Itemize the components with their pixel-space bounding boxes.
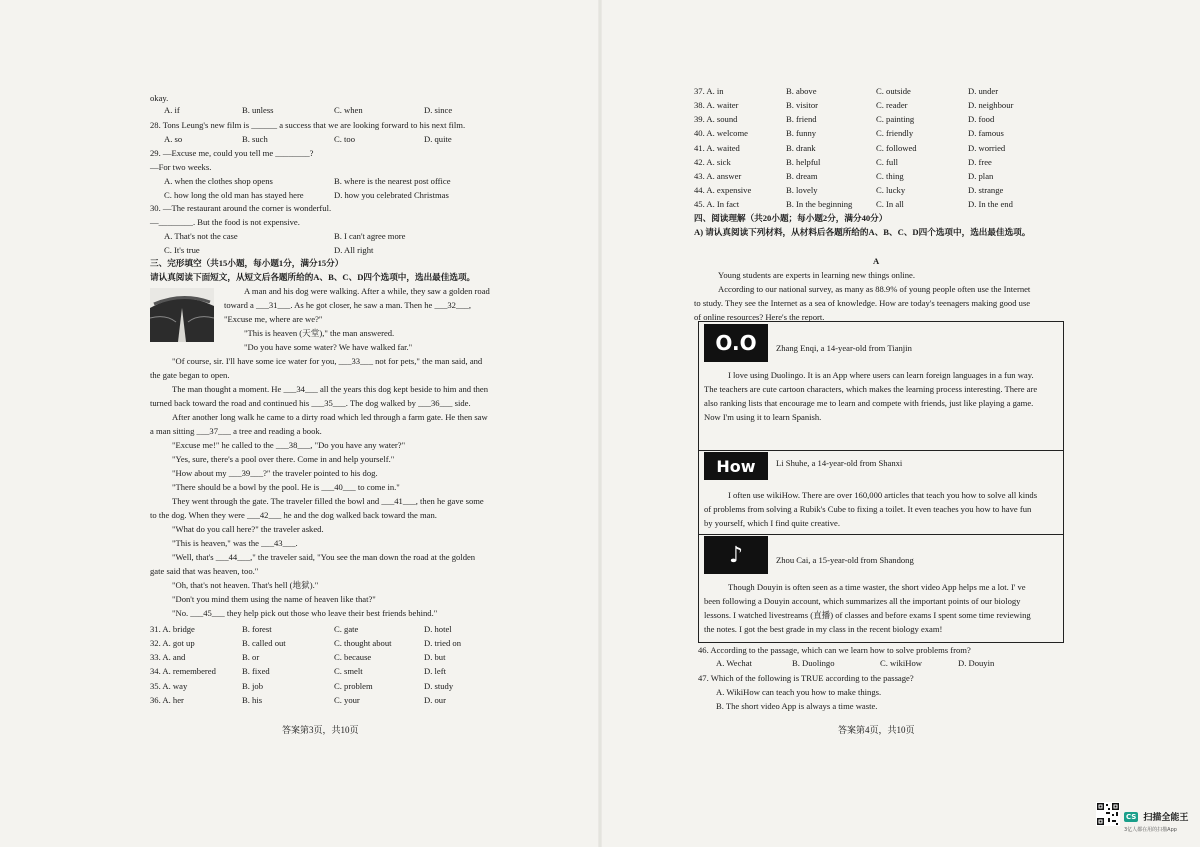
answer-option: 32. A. got up bbox=[150, 638, 195, 648]
scanner-tagline: 3亿人都在用的扫描App bbox=[1124, 827, 1177, 833]
answer-option: 33. A. and bbox=[150, 652, 186, 662]
douyin-logo-icon: ♪ bbox=[704, 536, 768, 574]
text-line: 29. —Excuse me, could you tell me ________? bbox=[150, 148, 314, 158]
answer-option: 38. A. waiter bbox=[694, 100, 739, 110]
answer-option: C. It's true bbox=[164, 245, 200, 255]
text-line: "There should be a bowl by the pool. He is ___40___ to come in." bbox=[172, 482, 400, 492]
answer-option: D. All right bbox=[334, 245, 374, 255]
report-text-line: I often use wikiHow. There are over 160,000 articles that teach you how to solve all kinds bbox=[728, 490, 1038, 500]
text-line: of online resources? Here's the report. bbox=[694, 312, 825, 322]
answer-option: 36. A. her bbox=[150, 695, 184, 705]
road-illustration bbox=[150, 288, 214, 342]
answer-option: D. how you celebrated Christmas bbox=[334, 190, 449, 200]
answer-option: B. Duolingo bbox=[792, 658, 835, 668]
text-line: a man sitting ___37___ a tree and reading a book. bbox=[150, 426, 322, 436]
answer-option: B. lovely bbox=[786, 185, 818, 195]
answer-option: C. gate bbox=[334, 624, 359, 634]
text-line: "This is heaven (天堂)," the man answered. bbox=[244, 328, 395, 338]
answer-option: 42. A. sick bbox=[694, 157, 731, 167]
text-line: A bbox=[873, 256, 880, 266]
text-line: "Do you have some water? We have walked far." bbox=[244, 342, 413, 352]
answer-option: C. when bbox=[334, 105, 363, 115]
qr-code-icon bbox=[1096, 802, 1120, 826]
answer-option: C. reader bbox=[876, 100, 908, 110]
answer-option: 31. A. bridge bbox=[150, 624, 195, 634]
answer-option: C. full bbox=[876, 157, 898, 167]
text-line: They went through the gate. The traveler filled the bowl and ___41___, then he gave some bbox=[172, 496, 484, 506]
answer-option: B. friend bbox=[786, 114, 817, 124]
answer-option: D. food bbox=[968, 114, 995, 124]
answer-option: C. how long the old man has stayed here bbox=[164, 190, 304, 200]
text-line: —________. But the food is not expensive. bbox=[150, 217, 300, 227]
answer-option: B. fixed bbox=[242, 666, 270, 676]
text-line: 28. Tons Leung's new film is ______ a success that we are looking forward to his next film. bbox=[150, 120, 466, 130]
answer-option: 43. A. answer bbox=[694, 171, 742, 181]
text-line: the gate began to open. bbox=[150, 370, 230, 380]
answer-option: 39. A. sound bbox=[694, 114, 738, 124]
answer-option: 45. A. In fact bbox=[694, 199, 740, 209]
answer-option: B. In the beginning bbox=[786, 199, 853, 209]
text-line: According to our national survey, as many as 88.9% of young people often use the Internet bbox=[718, 284, 1031, 294]
answer-option: A. when the clothes shop opens bbox=[164, 176, 273, 186]
text-line: toward a ___31___. As he got closer, he saw a man. Then he ___32___, bbox=[224, 300, 471, 310]
answer-option: D. Douyin bbox=[958, 658, 995, 668]
answer-option: C. too bbox=[334, 134, 356, 144]
answer-option: D. tried on bbox=[424, 638, 461, 648]
report-text-line: Now I'm using it to learn Spanish. bbox=[704, 412, 822, 422]
text-line: After another long walk he came to a dirty road which led through a farm gate. He then saw bbox=[172, 412, 488, 422]
text-line: "Don't you mind them using the name of heaven like that?" bbox=[172, 594, 376, 604]
answer-option: D. worried bbox=[968, 143, 1006, 153]
report-text-line: The teachers are cute cartoon characters, which makes the learning process interesting. There are bbox=[704, 384, 1038, 394]
wikihow-logo-icon: How bbox=[704, 452, 768, 480]
answer-option: C. lucky bbox=[876, 185, 906, 195]
answer-option: C. problem bbox=[334, 681, 373, 691]
answer-option: 35. A. way bbox=[150, 681, 188, 691]
student-name: Li Shuhe, a 14-year-old from Shanxi bbox=[776, 458, 903, 468]
answer-option: B. called out bbox=[242, 638, 286, 648]
text-line: 四、阅读理解（共20小题；每小题2分，满分40分） bbox=[694, 213, 888, 223]
report-text-line: lessons. I watched livestreams (直播) of classes and before exams I spent some time reviewing bbox=[704, 610, 1031, 620]
answer-option: B. dream bbox=[786, 171, 818, 181]
answer-option: B. unless bbox=[242, 105, 274, 115]
answer-option: B. above bbox=[786, 86, 817, 96]
text-line: "This is heaven," was the ___43___. bbox=[172, 538, 298, 548]
answer-option: B. his bbox=[242, 695, 263, 705]
answer-option: C. In all bbox=[876, 199, 904, 209]
text-line: A man and his dog were walking. After a while, they saw a golden road bbox=[244, 286, 490, 296]
text-line: A. WikiHow can teach you how to make things. bbox=[716, 687, 882, 697]
answer-option: C. friendly bbox=[876, 128, 914, 138]
text-line: "Excuse me, where are we?" bbox=[224, 314, 323, 324]
answer-option: D. plan bbox=[968, 171, 994, 181]
answer-option: B. such bbox=[242, 134, 268, 144]
page-footer: 答案第3页，共10页 bbox=[282, 725, 359, 735]
answer-option: D. free bbox=[968, 157, 992, 167]
text-line: 30. —The restaurant around the corner is wonderful. bbox=[150, 203, 332, 213]
student-name: Zhang Enqi, a 14-year-old from Tianjin bbox=[776, 343, 912, 353]
answer-option: 34. A. remembered bbox=[150, 666, 216, 676]
answer-option: D. since bbox=[424, 105, 453, 115]
text-line: 46. According to the passage, which can we learn how to solve problems from? bbox=[698, 645, 971, 655]
answer-option: D. famous bbox=[968, 128, 1004, 138]
text-line: B. The short video App is always a time waste. bbox=[716, 701, 878, 711]
answer-option: B. forest bbox=[242, 624, 272, 634]
answer-option: C. your bbox=[334, 695, 360, 705]
answer-option: A. if bbox=[164, 105, 180, 115]
answer-option: D. but bbox=[424, 652, 446, 662]
answer-option: D. In the end bbox=[968, 199, 1013, 209]
answer-option: C. wikiHow bbox=[880, 658, 923, 668]
scanner-brand: 扫描全能王 bbox=[1143, 813, 1189, 823]
answer-option: A. so bbox=[164, 134, 183, 144]
answer-option: D. left bbox=[424, 666, 446, 676]
text-line: turned back toward the road and continued his ___35___. The dog walked by ___36___ side. bbox=[150, 398, 471, 408]
answer-option: C. because bbox=[334, 652, 372, 662]
answer-option: B. where is the nearest post office bbox=[334, 176, 451, 186]
text-line: "Oh, that's not heaven. That's hell (地狱)." bbox=[172, 580, 319, 590]
text-line: "Well, that's ___44___," the traveler said, "You see the man down the road at the golden bbox=[172, 552, 476, 562]
answer-option: B. helpful bbox=[786, 157, 821, 167]
text-line: Young students are experts in learning new things online. bbox=[718, 270, 915, 280]
answer-option: D. our bbox=[424, 695, 446, 705]
text-line: okay. bbox=[150, 93, 169, 103]
report-text-line: the notes. I got the best grade in my class in the recent biology exam! bbox=[704, 624, 943, 634]
text-line: "Yes, sure, there's a pool over there. Come in and help yourself." bbox=[172, 454, 395, 464]
text-line: to study. They see the Internet as a sea of knowledge. How are today's teenagers making good use bbox=[694, 298, 1031, 308]
answer-option: C. followed bbox=[876, 143, 917, 153]
scanner-watermark bbox=[1124, 806, 1188, 833]
text-line: gate said that was heaven, too." bbox=[150, 566, 259, 576]
answer-option: C. thing bbox=[876, 171, 904, 181]
answer-option: B. funny bbox=[786, 128, 817, 138]
answer-option: D. quite bbox=[424, 134, 452, 144]
answer-option: B. visitor bbox=[786, 100, 818, 110]
text-line: "How about my ___39___?" the traveler pointed to his dog. bbox=[172, 468, 378, 478]
answer-option: B. job bbox=[242, 681, 264, 691]
answer-option: B. I can't agree more bbox=[334, 231, 406, 241]
answer-option: D. hotel bbox=[424, 624, 452, 634]
report-text-line: I love using Duolingo. It is an App where users can learn foreign languages in a fun way. bbox=[728, 370, 1034, 380]
answer-option: B. drank bbox=[786, 143, 816, 153]
text-line: "No. ___45___ they help pick out those who leave their best friends behind." bbox=[172, 608, 438, 618]
text-line: 请认真阅读下面短文，从短文后各题所给的A、B、C、D四个选项中，选出最佳选项。 bbox=[150, 272, 476, 282]
text-line: —For two weeks. bbox=[150, 162, 212, 172]
answer-option: C. smelt bbox=[334, 666, 363, 676]
answer-option: 40. A. welcome bbox=[694, 128, 748, 138]
report-text-line: been following a Douyin account, which summarizes all the important points of our biology bbox=[704, 596, 1021, 606]
text-line: 47. Which of the following is TRUE according to the passage? bbox=[698, 673, 914, 683]
answer-option: A. Wechat bbox=[716, 658, 752, 668]
text-line: "What do you call here?" the traveler asked. bbox=[172, 524, 324, 534]
answer-option: 44. A. expensive bbox=[694, 185, 752, 195]
page-footer: 答案第4页，共10页 bbox=[838, 725, 915, 735]
text-line: 三、完形填空（共15小题，每小题1分，满分15分） bbox=[150, 258, 344, 268]
answer-option: D. under bbox=[968, 86, 999, 96]
report-text-line: by yourself, which I find quite creative. bbox=[704, 518, 841, 528]
text-line: A) 请认真阅读下列材料，从材料后各题所给的A、B、C、D四个选项中，选出最佳选项。 bbox=[694, 227, 1031, 237]
answer-option: B. or bbox=[242, 652, 260, 662]
answer-option: C. thought about bbox=[334, 638, 392, 648]
report-text-line: of problems from solving a Rubik's Cube to fixing a toilet. It even teaches you how to have fun bbox=[704, 504, 1032, 514]
report-text-line: Though Douyin is often seen as a time waster, the short video App helps me a lot. I' ve bbox=[728, 582, 1026, 592]
answer-option: 37. A. in bbox=[694, 86, 724, 96]
answer-option: D. study bbox=[424, 681, 454, 691]
text-line: "Excuse me!" he called to the ___38___, "Do you have any water?" bbox=[172, 440, 406, 450]
text-line: "Of course, sir. I'll have some ice water for you, ___33___ not for pets," the man said, and bbox=[172, 356, 483, 366]
cs-logo-icon: CS bbox=[1126, 812, 1137, 821]
answer-option: A. That's not the case bbox=[164, 231, 238, 241]
answer-option: 41. A. waited bbox=[694, 143, 740, 153]
duolingo-logo-icon: O.O bbox=[704, 324, 768, 362]
answer-option: C. outside bbox=[876, 86, 911, 96]
student-name: Zhou Cai, a 15-year-old from Shandong bbox=[776, 555, 914, 565]
text-line: The man thought a moment. He ___34___ all the years this dog kept beside to him and then bbox=[172, 384, 488, 394]
report-text-line: also ranking lists that encourage me to learn and compete with friends, just like playing a game. bbox=[704, 398, 1034, 408]
answer-option: D. strange bbox=[968, 185, 1004, 195]
answer-option: C. painting bbox=[876, 114, 915, 124]
text-line: to the dog. When they were ___42___ he and the dog walked back toward the man. bbox=[150, 510, 437, 520]
answer-option: D. neighbour bbox=[968, 100, 1014, 110]
